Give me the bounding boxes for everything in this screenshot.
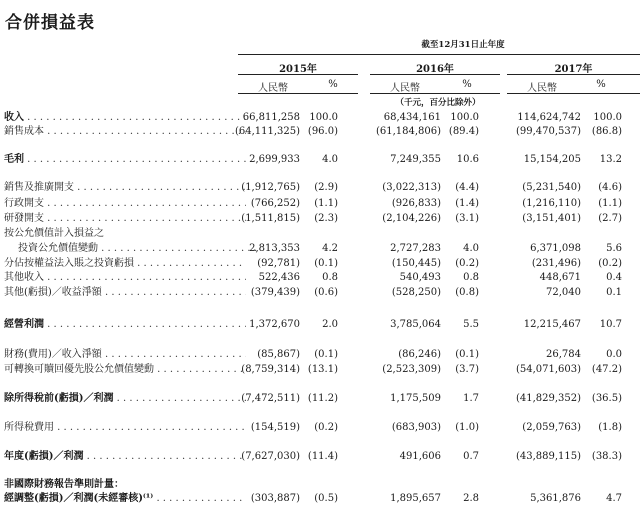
amount-cell: 66,811,258 — [242, 112, 300, 123]
percent-cell: 2.8 — [463, 493, 479, 504]
amount-cell: 491,606 — [399, 451, 441, 462]
column-header-rule-2015 — [238, 93, 358, 94]
percent-cell: (11.4) — [307, 451, 338, 462]
amount-cell: (3,151,401) — [522, 213, 581, 224]
percent-cell: 4.7 — [606, 493, 622, 504]
period-rule — [238, 54, 640, 55]
amount-cell: 7,249,355 — [390, 154, 441, 165]
percent-cell: (1.4) — [455, 198, 479, 209]
percent-cell: 0.7 — [463, 451, 479, 462]
year-2015-rule — [238, 74, 358, 75]
table-row — [0, 391, 644, 406]
percent-cell: (0.1) — [314, 258, 338, 269]
row-label: 行政開支 . . . — [4, 196, 246, 211]
percent-cell: 10.7 — [599, 319, 622, 330]
row-label: 除所得稅前(虧損)／利潤 . . . — [4, 391, 246, 406]
row-label: 投資公允價值變動 . . . — [18, 241, 260, 256]
currency-header-2017: 人民幣 — [527, 83, 557, 94]
amount-cell: 26,784 — [546, 349, 581, 360]
amount-cell: (86,246) — [398, 349, 441, 360]
amount-cell: (683,903) — [391, 422, 441, 433]
row-label: 研發開支 . . . — [4, 211, 246, 226]
table-row — [0, 347, 644, 362]
percent-cell: 100.0 — [593, 112, 622, 123]
amount-cell: (5,231,540) — [522, 182, 581, 193]
percent-cell: (3.7) — [455, 364, 479, 375]
amount-cell: 1,175,509 — [390, 393, 441, 404]
table-row — [0, 241, 644, 256]
table-row — [0, 477, 644, 492]
percent-cell: (2.9) — [314, 182, 338, 193]
table-row — [0, 449, 644, 464]
amount-cell: (2,104,226) — [382, 213, 441, 224]
percent-cell: 0.8 — [322, 272, 338, 283]
amount-cell: (54,071,603) — [515, 364, 581, 375]
percent-header-2015: % — [328, 79, 338, 90]
percent-cell: 4.2 — [322, 243, 338, 254]
amount-cell: 3,785,064 — [390, 319, 441, 330]
amount-cell: 6,371,098 — [530, 243, 581, 254]
percent-cell: (2.7) — [598, 213, 622, 224]
row-label: 分佔按權益法入賬之投資虧損 . . . — [4, 256, 246, 271]
amount-cell: (1,511,815) — [241, 213, 300, 224]
table-row — [0, 152, 644, 167]
year-2016-header: 2016年 — [416, 64, 454, 75]
period-header: 截至12月31日止年度 — [421, 40, 505, 50]
amount-cell: (154,519) — [250, 422, 300, 433]
amount-cell: 2,699,933 — [249, 154, 300, 165]
row-label: 銷售成本 . . . — [4, 124, 246, 139]
year-2015-header: 2015年 — [279, 64, 317, 75]
table-row — [0, 285, 644, 300]
table-row — [0, 270, 644, 285]
amount-cell: (7,627,030) — [241, 451, 300, 462]
amount-cell: (528,250) — [391, 287, 441, 298]
amount-cell: (92,781) — [257, 258, 300, 269]
percent-header-2017: % — [596, 79, 606, 90]
percent-cell: 4.0 — [463, 243, 479, 254]
percent-cell: (0.6) — [314, 287, 338, 298]
percent-cell: 5.5 — [463, 319, 479, 330]
amount-cell: 5,361,876 — [530, 493, 581, 504]
table-row — [0, 256, 644, 271]
year-2016-rule — [370, 74, 500, 75]
amount-cell: (231,496) — [531, 258, 581, 269]
table-row — [0, 124, 644, 139]
table-row — [0, 180, 644, 195]
amount-cell: (85,867) — [257, 349, 300, 360]
amount-cell: 72,040 — [546, 287, 581, 298]
row-label: 可轉換可贖回優先股公允價值變動 . . . — [4, 362, 246, 377]
percent-cell: (1.1) — [598, 198, 622, 209]
year-2017-rule — [507, 74, 640, 75]
amount-cell: (8,759,314) — [241, 364, 300, 375]
amount-cell: (1,912,765) — [241, 182, 300, 193]
amount-cell: (2,523,309) — [382, 364, 441, 375]
percent-cell: (47.2) — [591, 364, 622, 375]
percent-cell: (0.2) — [598, 258, 622, 269]
percent-cell: 100.0 — [309, 112, 338, 123]
row-label: 非國際財務報告準則計量： — [4, 479, 124, 490]
amount-cell: 15,154,205 — [523, 154, 581, 165]
row-label: 其他收入 . . . — [4, 270, 246, 285]
amount-cell: (61,184,806) — [375, 126, 441, 137]
percent-cell: (13.1) — [307, 364, 338, 375]
row-label: 收入 . . . — [4, 110, 246, 125]
percent-cell: (0.1) — [455, 349, 479, 360]
row-label: 銷售及推廣開支 . . . — [4, 180, 246, 195]
percent-cell: (0.5) — [314, 493, 338, 504]
column-header-rule-2017 — [507, 93, 640, 94]
percent-cell: (96.0) — [307, 126, 338, 137]
amount-cell: (2,059,763) — [522, 422, 581, 433]
percent-cell: (11.2) — [307, 393, 338, 404]
currency-header-2016: 人民幣 — [390, 83, 420, 94]
percent-cell: (0.1) — [314, 349, 338, 360]
amount-cell: (150,445) — [391, 258, 441, 269]
amount-cell: (64,111,325) — [234, 126, 300, 137]
percent-cell: (0.8) — [455, 287, 479, 298]
row-label: 所得稅費用 . . . — [4, 420, 246, 435]
row-label: 其他(虧損)／收益淨額 . . . — [4, 285, 246, 300]
unit-note: （千元，百分比除外） — [395, 98, 481, 108]
table-row — [0, 211, 644, 226]
column-header-rule-2016 — [370, 93, 500, 94]
percent-cell: 0.4 — [606, 272, 622, 283]
percent-cell: (1.8) — [598, 422, 622, 433]
amount-cell: (1,216,110) — [522, 198, 581, 209]
percent-cell: 5.6 — [606, 243, 622, 254]
amount-cell: 1,372,670 — [249, 319, 300, 330]
percent-cell: 0.1 — [606, 287, 622, 298]
amount-cell: 2,727,283 — [390, 243, 441, 254]
percent-cell: (0.2) — [455, 258, 479, 269]
table-row — [0, 110, 644, 125]
percent-cell: (1.0) — [455, 422, 479, 433]
amount-cell: 448,671 — [539, 272, 581, 283]
percent-cell: 1.7 — [463, 393, 479, 404]
percent-cell: 100.0 — [450, 112, 479, 123]
year-2017-header: 2017年 — [554, 64, 593, 75]
percent-cell: 13.2 — [599, 154, 622, 165]
percent-cell: (36.5) — [591, 393, 622, 404]
amount-cell: 114,624,742 — [517, 112, 581, 123]
percent-cell: (38.3) — [591, 451, 622, 462]
row-label: 年度(虧損)／利潤 . . . — [4, 449, 246, 464]
percent-cell: 10.6 — [456, 154, 479, 165]
amount-cell: (303,887) — [250, 493, 300, 504]
amount-cell: 522,436 — [258, 272, 300, 283]
percent-cell: (1.1) — [314, 198, 338, 209]
amount-cell: (926,833) — [391, 198, 441, 209]
amount-cell: (43,889,115) — [515, 451, 581, 462]
table-row — [0, 420, 644, 435]
amount-cell: (379,439) — [250, 287, 300, 298]
percent-cell: (2.3) — [314, 213, 338, 224]
table-row — [0, 362, 644, 377]
row-label: 經營利潤 . . . — [4, 317, 246, 332]
percent-cell: (86.8) — [591, 126, 622, 137]
amount-cell: 68,434,161 — [383, 112, 441, 123]
amount-cell: 12,215,467 — [523, 319, 581, 330]
percent-cell: (4.6) — [598, 182, 622, 193]
percent-cell: 2.0 — [322, 319, 338, 330]
percent-cell: (3.1) — [455, 213, 479, 224]
percent-cell: (4.4) — [455, 182, 479, 193]
percent-cell: 0.0 — [606, 349, 622, 360]
amount-cell: (41,829,352) — [515, 393, 581, 404]
amount-cell: 1,895,657 — [390, 493, 441, 504]
amount-cell: 2,813,353 — [249, 243, 300, 254]
row-label: 按公允價值計入損益之 — [4, 228, 104, 239]
table-row — [0, 491, 644, 506]
percent-cell: (0.2) — [314, 422, 338, 433]
amount-cell: (99,470,537) — [515, 126, 581, 137]
table-row — [0, 317, 644, 332]
amount-cell: (3,022,313) — [382, 182, 441, 193]
percent-header-2016: % — [462, 79, 472, 90]
amount-cell: (7,472,511) — [241, 393, 300, 404]
currency-header-2015: 人民幣 — [258, 83, 288, 94]
percent-cell: 4.0 — [322, 154, 338, 165]
amount-cell: (766,252) — [250, 198, 300, 209]
row-label: 經調整(虧損)／利潤(未經審核)⁽¹⁾ . . . — [4, 491, 246, 506]
table-row — [0, 226, 644, 241]
percent-cell: 0.8 — [463, 272, 479, 283]
row-label: 毛利 . . . — [4, 152, 246, 167]
row-label: 財務(費用)／收入淨額 . . . — [4, 347, 246, 362]
statement-title: 合併損益表 — [5, 13, 95, 33]
amount-cell: 540,493 — [399, 272, 441, 283]
percent-cell: (89.4) — [448, 126, 479, 137]
table-row — [0, 196, 644, 211]
